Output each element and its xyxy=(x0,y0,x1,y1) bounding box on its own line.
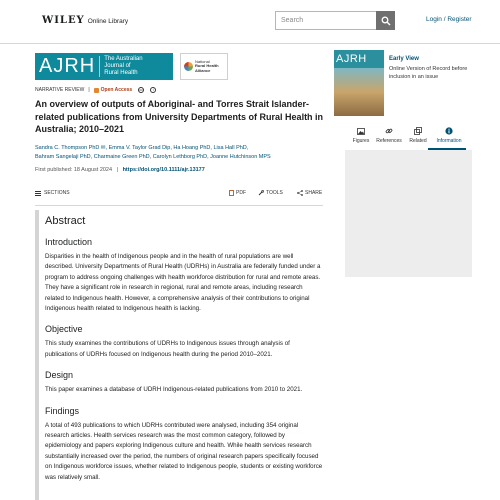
article-title: An overview of outputs of Aboriginal- and Torres Strait Islander-related publications from University Departments of Rural Health in Australia; 2010–2021 xyxy=(35,99,324,134)
sections-label: SECTIONS xyxy=(44,190,70,196)
tools-button[interactable] xyxy=(258,190,283,196)
introduction-heading: Introduction xyxy=(45,237,93,247)
article-toolbar xyxy=(35,188,323,200)
cc-license-icon[interactable]: cc xyxy=(139,88,143,92)
doi-link[interactable]: https://doi.org/10.1111/ajr.13177 xyxy=(122,167,205,173)
open-access-badge xyxy=(94,87,133,93)
cover-abbr: AJRH xyxy=(336,53,367,65)
partner-name-line-2: Rural Health xyxy=(195,63,219,69)
tools-label: TOOLS xyxy=(266,190,283,196)
tab-references-label: References xyxy=(376,138,402,144)
abstract-heading: Abstract xyxy=(45,215,86,227)
partner-logo-mark-icon xyxy=(184,62,193,71)
tab-references[interactable] xyxy=(373,126,405,144)
list-icon xyxy=(35,191,41,196)
cc-by-icon[interactable]: i xyxy=(150,87,156,93)
partner-name-line-3: Alliance xyxy=(195,67,211,73)
separator: | xyxy=(116,167,119,173)
first-published: First published: 18 August 2024 xyxy=(35,167,113,173)
article-type: NARRATIVE REVIEW xyxy=(35,87,85,93)
abstract-section xyxy=(35,210,323,500)
share-icon xyxy=(297,190,303,196)
info-icon xyxy=(445,127,453,135)
findings-text: A total of 493 publications to which UDRHs contributed were analysed, including 354 original research articles. Health services research was the most common category, followed by epidemiology and papers exploring Indigenous culture and health. While health services research substantially increased over the period, the numbers of original research papers specifically focused on Indigenous workforce issues, whether related to Indigenous people, students or existing workforce was relatively small. xyxy=(45,421,323,481)
journal-banner[interactable] xyxy=(35,53,173,80)
logo-brand: WILEY xyxy=(42,15,85,26)
search-icon xyxy=(381,16,391,26)
sections-button[interactable] xyxy=(35,190,70,196)
pdf-label: PDF xyxy=(236,190,246,196)
cover-photo xyxy=(334,68,384,116)
design-text: This paper examines a database of UDRH Indigenous-related publications from 2010 to 2021. xyxy=(45,386,303,394)
open-lock-icon xyxy=(94,88,99,93)
journal-name-line-3: Rural Health xyxy=(104,70,138,76)
early-view-description: Online Version of Record before inclusion in an issue xyxy=(389,66,468,80)
search-button[interactable] xyxy=(376,11,395,30)
divider: | xyxy=(88,87,90,93)
toolbar-divider xyxy=(35,205,323,206)
journal-abbr: AJRH xyxy=(35,56,100,77)
authors-line-2[interactable]: Bahram Sangelaji PhD, Charmaine Green PhD, Carolyn Lethborg PhD, Joanne Hutchinson MPS xyxy=(35,153,271,160)
related-icon xyxy=(414,127,422,135)
journal-cover-image[interactable] xyxy=(334,50,384,116)
site-header xyxy=(0,0,500,44)
tab-related[interactable] xyxy=(402,126,434,144)
journal-full-name xyxy=(100,56,142,77)
journal-name-line-2: Journal of xyxy=(104,63,131,69)
link-icon xyxy=(385,127,393,135)
article-meta xyxy=(35,87,156,93)
objective-text: This study examines the contributions of UDRHs to Indigenous issues through analysis of publications of UDRHs focused on Indigenous health during the period 2010–2021. xyxy=(45,340,290,358)
authors-line-1[interactable]: Sandra C. Thompson PhD ✉, Emma V. Taylor Grad Dip, Ha Hoang PhD, Lisa Hall PhD, xyxy=(35,145,249,151)
tab-information-label: Information xyxy=(436,138,462,144)
introduction-text: Disparities in the health of Indigenous people and in the health of rural populations are well described. University Departments of Rural Health (UDRHs) in Australia are federally funded under a program to address ongoing challenges with health workforce distribution for rural and remote areas. They have a significant role in research in regional, rural and remote areas, including research related to Indigenous health. However, a comprehensive analysis of their contributions to original Indigenous health related to Indigenous health is lacking. xyxy=(45,253,321,313)
information-panel xyxy=(345,150,472,277)
search-input[interactable]: Search xyxy=(275,11,377,30)
findings-heading: Findings xyxy=(45,405,80,416)
share-button[interactable] xyxy=(297,190,322,196)
objective-heading: Objective xyxy=(45,324,83,335)
journal-name-line-1: The Australian xyxy=(104,56,143,62)
open-access-label: Open Access xyxy=(100,87,133,93)
design-heading: Design xyxy=(45,370,74,381)
sidebar-tabs xyxy=(345,126,472,148)
tab-related-label: Related xyxy=(409,138,427,144)
author-list[interactable] xyxy=(35,144,325,161)
pdf-button[interactable] xyxy=(229,190,246,196)
partner-name-line-1: National xyxy=(195,58,210,64)
wrench-icon xyxy=(258,190,264,196)
share-label: SHARE xyxy=(305,190,323,196)
image-icon xyxy=(357,128,365,135)
early-view-title[interactable]: Early View xyxy=(389,56,419,62)
partner-name xyxy=(195,60,219,74)
pdf-icon xyxy=(229,190,234,196)
publication-info xyxy=(35,167,205,173)
wiley-logo[interactable] xyxy=(42,15,128,26)
partner-logo[interactable] xyxy=(180,53,228,80)
tab-figures-label: Figures xyxy=(352,138,370,144)
tab-information[interactable] xyxy=(433,126,465,144)
logo-suffix: Online Library xyxy=(87,18,129,25)
login-register-link[interactable]: Login / Register xyxy=(426,16,472,23)
